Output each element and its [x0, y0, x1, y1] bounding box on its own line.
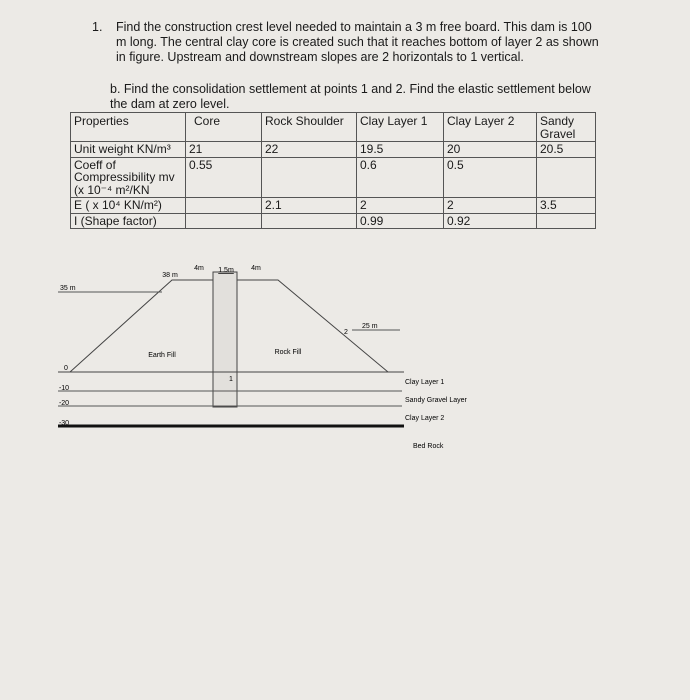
- depth-minus-20-label: -20: [58, 400, 70, 407]
- crest-width-right: 4m: [251, 265, 261, 272]
- cell-sandy: 20.5: [537, 142, 596, 158]
- cell-clay2: 0.5: [444, 157, 537, 198]
- cell-clay2: 2: [444, 198, 537, 214]
- question-line: m long. The central clay core is created such that it reaches bottom of layer 2 as shown: [116, 35, 599, 49]
- header-rock-shoulder: Rock Shoulder: [262, 113, 357, 142]
- level-25-label: 25 m: [362, 323, 378, 330]
- cell-rock: 2.1: [262, 198, 357, 214]
- question-text: [116, 20, 616, 65]
- question-number: 1.: [92, 20, 103, 34]
- header-clay-layer-2: Clay Layer 2: [444, 113, 537, 142]
- cell-rock: [262, 213, 357, 229]
- properties-table: [70, 112, 596, 229]
- header-properties: Properties: [71, 113, 186, 142]
- rock-fill-label: Rock Fill: [274, 349, 302, 356]
- cell-core: [186, 198, 262, 214]
- table-row: [71, 213, 596, 229]
- depth-minus-10-label: -10: [58, 385, 70, 392]
- crest-label: 38 m: [162, 272, 178, 279]
- level-35-label: 35 m: [60, 285, 76, 292]
- question-line: Find the construction crest level needed to maintain a 3 m free board. This dam is 100: [116, 20, 592, 34]
- part-b-line: the dam at zero level.: [110, 97, 230, 111]
- cell-clay2: 20: [444, 142, 537, 158]
- cell-clay1: 0.99: [357, 213, 444, 229]
- layer-label-bed-rock: Bed Rock: [413, 443, 444, 450]
- clay-core: [213, 272, 237, 407]
- cell-core: [186, 213, 262, 229]
- question-line: in figure. Upstream and downstream slopes are 2 horizontals to 1 vertical.: [116, 50, 524, 64]
- layer-label-sandy-gravel: Sandy Gravel Layer: [405, 397, 467, 404]
- header-sandy-gravel: Sandy Gravel: [537, 113, 596, 142]
- cell-sandy: [537, 213, 596, 229]
- crest-width-core: 1.5m: [218, 267, 234, 274]
- slope-label: 2: [344, 329, 348, 336]
- row-label: E ( x 10⁴ KN/m²): [71, 198, 186, 214]
- table-header-row: [71, 113, 596, 142]
- depth-0-label: 0: [64, 365, 68, 372]
- point-1-label: 1: [229, 376, 233, 383]
- layer-label-clay-1: Clay Layer 1: [405, 379, 445, 386]
- earth-fill-label: Earth Fill: [148, 352, 176, 359]
- table-row: [71, 157, 596, 198]
- crest-width-left: 4m: [194, 265, 204, 272]
- question-part-b: [110, 82, 630, 112]
- cell-core: 21: [186, 142, 262, 158]
- row-label: Unit weight KN/m³: [71, 142, 186, 158]
- layer-label-clay-2: Clay Layer 2: [405, 415, 445, 422]
- cell-sandy: 3.5: [537, 198, 596, 214]
- dam-cross-section: [0, 240, 690, 460]
- cell-core: 0.55: [186, 157, 262, 198]
- cell-rock: 22: [262, 142, 357, 158]
- cell-rock: [262, 157, 357, 198]
- cell-clay2: 0.92: [444, 213, 537, 229]
- cell-clay1: 2: [357, 198, 444, 214]
- header-core: Core: [186, 113, 262, 142]
- row-label: I (Shape factor): [71, 213, 186, 229]
- part-b-line: b. Find the consolidation settlement at points 1 and 2. Find the elastic settlement below: [110, 82, 591, 96]
- depth-minus-30-label: -30: [58, 420, 70, 427]
- table-row: [71, 142, 596, 158]
- cell-clay1: 19.5: [357, 142, 444, 158]
- cell-clay1: 0.6: [357, 157, 444, 198]
- upstream-slope: [70, 280, 213, 372]
- row-label: Coeff of Compressibility mv (x 10⁻⁴ m²/KN: [71, 157, 186, 198]
- cell-sandy: [537, 157, 596, 198]
- table-row: [71, 198, 596, 214]
- header-clay-layer-1: Clay Layer 1: [357, 113, 444, 142]
